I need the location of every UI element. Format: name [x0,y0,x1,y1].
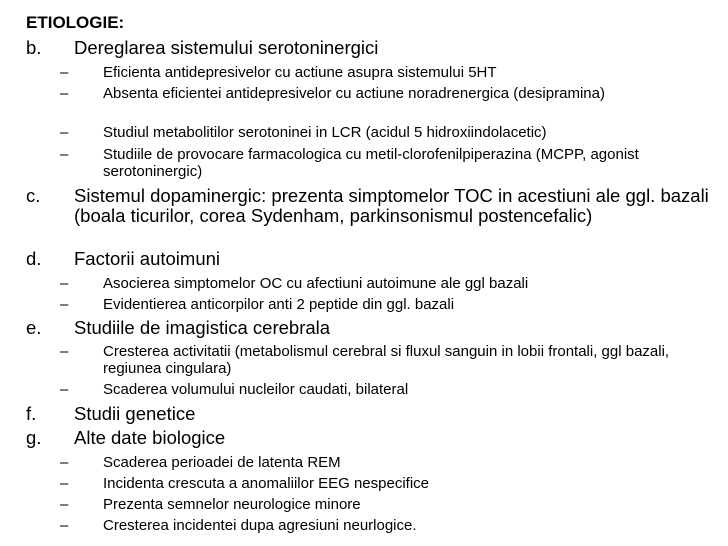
section-heading: Sistemul dopaminergic: prezenta simptomelor TOC in acestiuni ale ggl. bazali (boala ticurilor, corea Sydenham, parkinsonismul postencefalic) [74,185,709,226]
dash-marker: – [60,381,69,398]
dash-marker: – [60,454,69,471]
section-heading: Factorii autoimuni [74,248,221,269]
dash-marker: – [60,475,69,492]
list-item-text: Prezenta semnelor neurologice minore [103,496,361,513]
dash-marker: – [60,296,69,313]
dash-marker: – [60,496,69,513]
dash-marker: – [60,517,69,534]
list-item [60,124,710,141]
dash-marker: – [60,146,69,163]
list-item [60,475,710,492]
list-item-text: Studiile de provocare farmacologica cu metil-clorofenilpiperazina (MCPP, agonist serotoninergic) [103,146,639,180]
section-heading: Alte date biologice [74,427,226,448]
list-item [60,381,710,398]
list-item [60,275,710,292]
slide-title: ETIOLOGIE: [26,13,125,32]
list-item-text: Evidentierea anticorpilor anti 2 peptide din ggl. bazali [103,296,455,313]
section-f [26,404,716,424]
section-c [26,186,716,226]
section-marker: f. [26,403,37,424]
list-item [60,343,710,377]
list-item [60,517,710,534]
list-item-text: Absenta eficientei antidepresivelor cu actiune noradrenergica (desipramina) [103,85,605,102]
section-marker: e. [26,317,42,338]
list-item [60,64,710,81]
list-item-text: Scaderea volumului nucleilor caudati, bilateral [103,381,409,398]
dash-marker: – [60,64,69,81]
list-item-text: Incidenta crescuta a anomaliilor EEG nespecifice [103,475,430,492]
section-g [26,428,716,448]
list-item [60,85,710,102]
section-e [26,318,716,338]
list-item-text: Asocierea simptomelor OC cu afectiuni autoimune ale ggl bazali [103,275,529,292]
dash-marker: – [60,343,69,360]
list-item-text: Scaderea perioadei de latenta REM [103,454,341,471]
list-item-text: Cresterea activitatii (metabolismul cerebral si fluxul sanguin in lobii frontali, ggl bazali, regiunea cingulara) [103,343,670,377]
list-item [60,496,710,513]
section-heading: Studiile de imagistica cerebrala [74,317,331,338]
section-heading: Dereglarea sistemului serotoninergici [74,37,379,58]
section-marker: d. [26,248,42,269]
section-heading: Studii genetice [74,403,196,424]
section-marker: b. [26,37,42,58]
list-item [60,454,710,471]
section-b [26,38,716,58]
list-item-text: Cresterea incidentei dupa agresiuni neurlogice. [103,517,417,534]
section-marker: c. [26,185,41,206]
section-marker: g. [26,427,42,448]
dash-marker: – [60,275,69,292]
list-item-text: Eficienta antidepresivelor cu actiune asupra sistemului 5HT [103,64,497,81]
list-item-text: Studiul metabolitilor serotoninei in LCR (acidul 5 hidroxiindolacetic) [103,124,547,141]
list-item [60,296,710,313]
list-item [60,146,710,180]
section-d [26,249,716,269]
dash-marker: – [60,85,69,102]
dash-marker: – [60,124,69,141]
